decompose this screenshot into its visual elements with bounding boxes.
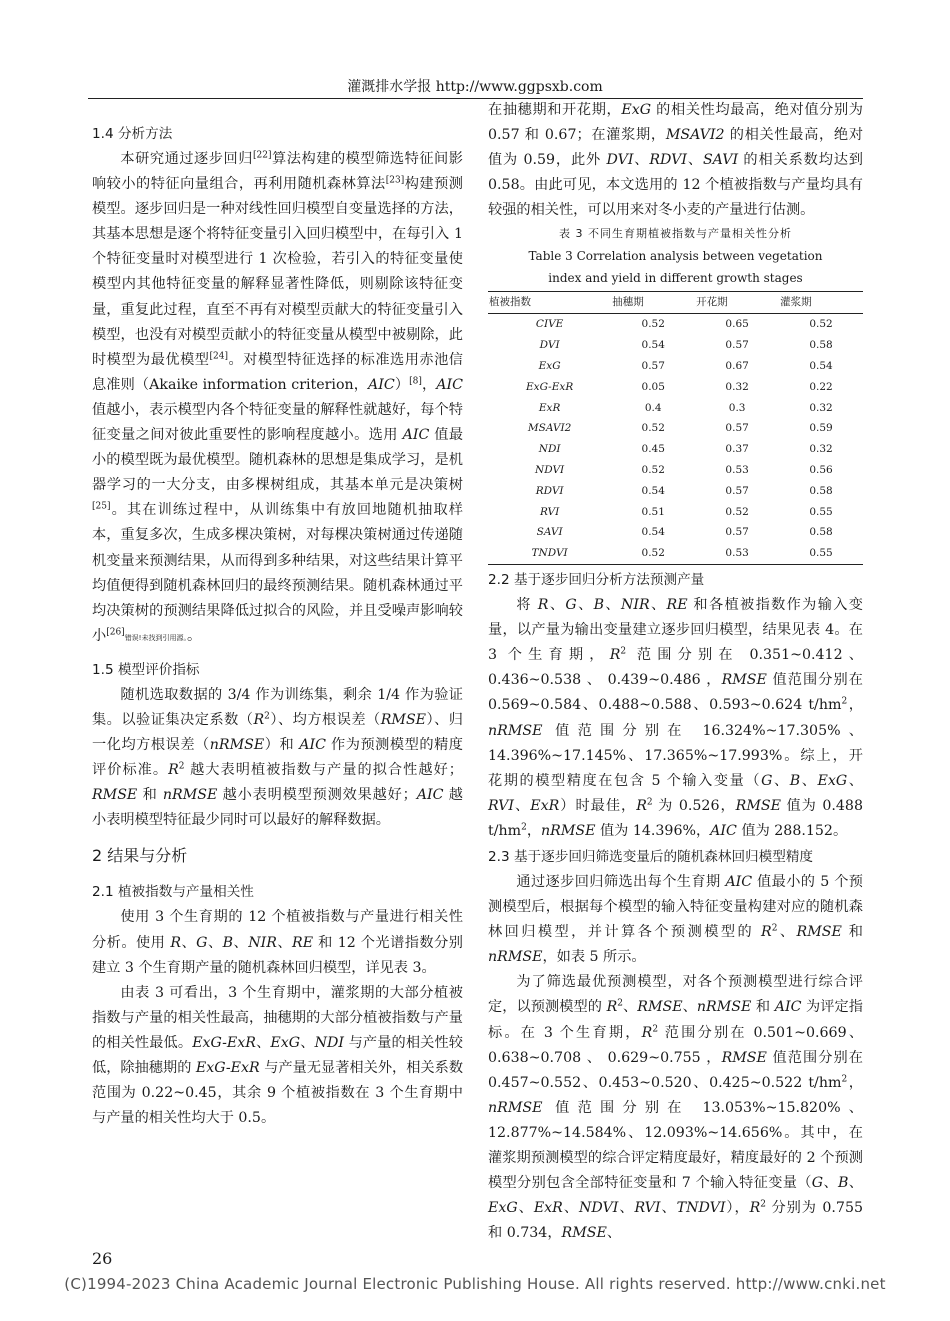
section-2-title: 2 结果与分析	[92, 846, 188, 866]
ref-error-note: 错误!未找到引用源。	[124, 633, 187, 642]
table-3	[488, 291, 863, 565]
table-row	[488, 398, 863, 419]
correlation-cell: 0.55	[809, 505, 833, 518]
correlation-cell: 0.32	[725, 380, 749, 393]
correlation-cell: 0.52	[611, 543, 695, 564]
right-column	[488, 98, 863, 1246]
vegetation-index-cell: DVI	[539, 339, 560, 352]
vegetation-index-cell: CIVE	[535, 318, 564, 331]
table-header-row	[488, 292, 863, 314]
table-row	[488, 356, 863, 377]
vegetation-index-cell: RVI	[540, 505, 560, 518]
correlation-cell: 0.57	[641, 360, 665, 373]
correlation-cell: 0.52	[809, 318, 833, 331]
paragraph-correlation-continued: 在抽穗期和开花期，ExG 的相关性均最高，绝对值分别为 0.57 和 0.67；在灌浆期，MSAVI2 的相关性最高，绝对值为 0.59，此外 DVI、RDVI、SAVI 的相关系数均达到 0.58。由此可见，本文选用的 12 个植被指数与产量均具有较强的相关性，可以用来对冬小麦的产量进行估测。	[488, 102, 864, 219]
correlation-cell: 0.45	[641, 443, 665, 456]
paragraph-correlation-method: 使用 3 个生育期的 12 个植被指数与产量进行相关性分析。使用 R、G、B、NIR、RE 和 12 个光谱指数分别建立 3 个生育期产量的随机森林回归模型，详见表 3。	[92, 909, 463, 976]
correlation-cell: 0.54	[641, 339, 665, 352]
vegetation-index-cell: MSAVI2	[527, 422, 572, 435]
correlation-cell: 0.57	[725, 484, 749, 497]
correlation-cell: 0.52	[641, 422, 665, 435]
section-2-1-title: 2.1 植被指数与产量相关性	[92, 884, 254, 901]
correlation-cell: 0.53	[725, 464, 749, 477]
correlation-cell: 0.57	[725, 339, 749, 352]
vegetation-index-cell: ExR	[538, 401, 561, 414]
table-3-body	[488, 314, 863, 565]
journal-header: 灌溉排水学报 http://www.ggpsxb.com	[347, 79, 603, 95]
correlation-cell: 0.58	[809, 339, 833, 352]
table-row	[488, 314, 863, 335]
paragraph-stepwise-results: 将 R、G、B、NIR、RE 和各植被指数作为输入变量，以产量为输出变量建立逐步回归模型，结果见表 4。在 3 个生育期，$R^2$ 范围分别在 0.351~0.412、0.436~0.538 、 0.439~0.486 ，RMSE 值范围分别在 0.569~0.584、0.488~0.588、0.593~0.624 $t/hm^2$，nRMSE 值范围分别在 16.324%~17.305%、14.396%~17.145%、17.365%~17.993%。综上，开花期的模型精度在包含 5 个输入变量（G、B、ExG、RVI、ExR）时最佳，$R^2$ 为 0.526，RMSE 值为 0.488 $t/hm^2$，nRMSE 值为 14.396%，AIC 值为 288.152。	[488, 597, 863, 839]
section-1-5-title: 1.5 模型评价指标	[92, 661, 200, 678]
vegetation-index-cell: RDVI	[535, 484, 564, 497]
table-row	[488, 377, 863, 398]
table-3-caption-en-2: index and yield in different growth stages	[548, 271, 803, 286]
table-3-caption-cn: 表 3 不同生育期植被指数与产量相关性分析	[559, 227, 792, 241]
correlation-cell: 0.3	[728, 401, 746, 414]
table-row	[488, 439, 863, 460]
vegetation-index-cell: ExG	[538, 360, 561, 373]
vegetation-index-cell: SAVI	[536, 526, 563, 539]
section-2-3-title: 2.3 基于逐步回归筛选变量后的随机森林回归模型精度	[488, 848, 814, 865]
correlation-cell: 0.37	[725, 443, 749, 456]
section-1-4-title: 1.4 分析方法	[92, 126, 173, 142]
correlation-cell: 0.52	[641, 318, 665, 331]
correlation-cell: 0.51	[641, 505, 665, 518]
correlation-cell: 0.54	[641, 526, 665, 539]
correlation-cell: 0.67	[725, 360, 749, 373]
vegetation-index-cell: ExG-ExR	[526, 380, 574, 393]
correlation-cell: 0.55	[779, 543, 863, 564]
correlation-cell: 0.52	[725, 505, 749, 518]
vegetation-index-cell: NDVI	[535, 464, 565, 477]
correlation-cell: 0.52	[641, 464, 665, 477]
table-row	[488, 460, 863, 481]
correlation-cell: 0.32	[809, 443, 833, 456]
table-row	[488, 335, 863, 356]
col-header: 开花期	[695, 292, 779, 314]
vegetation-index-cell: NDI	[538, 443, 561, 456]
vegetation-index-cell: TNDVI	[488, 543, 611, 564]
correlation-cell: 0.58	[809, 484, 833, 497]
col-header: 灌浆期	[779, 292, 863, 314]
paragraph-evaluation: 随机选取数据的 3/4 作为训练集，剩余 1/4 作为验证集。以验证集决定系数$(R^2)$、均方根误差（RMSE）、归一化均方根误差（nRMSE）和 AIC 作为预测模型的精度评价标准。$R^2$ 越大表明植被指数与产量的拟合性越好；RMSE 和 nRMSE 越小表明模型预测效果越好；AIC 越小表明模型特征最少同时可以最好的解释数据。	[92, 686, 463, 829]
page-number: 26	[92, 1249, 113, 1268]
table-row	[488, 502, 863, 523]
paragraph-correlation-results: 由表 3 可看出，3 个生育期中，灌浆期的大部分植被指数与产量的相关性最高，抽穗期的大部分植被指数与产量的相关性最低。ExG-ExR、ExG、NDI 与产量的相关性较低，除抽穗期的 ExG-ExR 与产量无显著相关外，相关系数范围为 0.22~0.45，其余 9 个植被指数在 3 个生育期中与产量的相关性均大于 0.5。	[92, 984, 464, 1127]
correlation-cell: 0.53	[695, 543, 779, 564]
correlation-cell: 0.05	[641, 380, 665, 393]
paragraph-rf-evaluation: 为了筛选最优预测模型，对各个预测模型进行综合评定，以预测模型的 $R^2$、RMSE、nRMSE 和 AIC 为评定指标。在 3 个生育期，$R^2$ 范围分别在 0.501~0.669、0.638~0.708 、 0.629~0.755 ，RMSE 值范围分别在 0.457~0.552、0.453~0.520、0.425~0.522 $t/hm^2$，nRMSE 值范围分别在 13.053%~15.820%、12.877%~14.584%、12.093%~14.656%。其中，在灌浆期预测模型的综合评定精度最好，精度最好的 2 个预测模型分别包含全部特征变量和 7 个输入特征变量（G、B、ExG、ExR、NDVI、RVI、TNDVI），$R^2$ 分别为 0.755 和 0.734，RMSE、	[488, 974, 864, 1242]
correlation-cell: 0.57	[725, 526, 749, 539]
col-header: 抽穗期	[611, 292, 695, 314]
correlation-cell: 0.65	[725, 318, 749, 331]
left-column	[92, 121, 463, 1131]
correlation-cell: 0.32	[809, 401, 833, 414]
paragraph-analysis-method: 本研究通过逐步回归[22]算法构建的模型筛选特征间影响较小的特征向量组合，再利用随机森林算法[23]构建预测模型。逐步回归是一种对线性回归模型自变量选择的方法，其基本思想是逐个将特征变量引入回归模型中，在每引入 1 个特征变量时对模型进行 1 次检验，若引入的特征变量使模型内其他特征变量的解释显著性降低，则剔除该特征变量，重复此过程，直至不再有对模型贡献大的特征变量引入模型，也没有对模型贡献小的特征变量从模型中被剔除，此时模型为最优模型[24]。对模型特征选择的标准选用赤池信息准则（Akaike information criterion，AIC）[8]，AIC 值越小，表示模型内各个特征变量的解释性就越好，每个特征变量之间对彼此重要性的影响程度越小。选用 AIC 值最小的模型既为最优模型。随机森林的思想是集成学习，是机器学习的一大分支，由多棵树组成，其基本单元是决策树[25]。其在训练过程中，从训练集中有放回地随机抽取样本，重复多次，生成多棵决策树，对每棵决策树通过传递随机变量来预测结果，从而得到多种结果，对这些结果计算平均值便得到随机森林回归的最终预测结果。随机森林通过平均决策树的预测结果降低过拟合的风险，并且受噪声影响较小[26]错误!未找到引用源。。	[92, 150, 464, 644]
col-header: 植被指数	[488, 292, 611, 314]
table-row	[488, 481, 863, 502]
correlation-cell: 0.58	[809, 526, 833, 539]
correlation-cell: 0.22	[809, 380, 833, 393]
table-row	[488, 418, 863, 439]
paragraph-rf-models: 通过逐步回归筛选出每个生育期 AIC 值最小的 5 个预测模型后，根据每个模型的输入特征变量构建对应的随机森林回归模型，并计算各个预测模型的 $R^2$、RMSE 和 nRMSE，如表 5 所示。	[488, 873, 863, 966]
correlation-cell: 0.59	[809, 422, 833, 435]
copyright-footer: (C)1994-2023 China Academic Journal Electronic Publishing House. All rights reserved. http://www.cnki.net	[64, 1275, 886, 1293]
table-row	[488, 543, 863, 564]
correlation-cell: 0.57	[725, 422, 749, 435]
table-row	[488, 522, 863, 543]
correlation-cell: 0.4	[644, 401, 662, 414]
correlation-cell: 0.54	[641, 484, 665, 497]
table-3-caption-en-1: Table 3 Correlation analysis between vegetation	[528, 249, 823, 264]
correlation-cell: 0.56	[809, 464, 833, 477]
section-2-2-title: 2.2 基于逐步回归分析方法预测产量	[488, 572, 705, 589]
correlation-cell: 0.54	[809, 360, 833, 373]
